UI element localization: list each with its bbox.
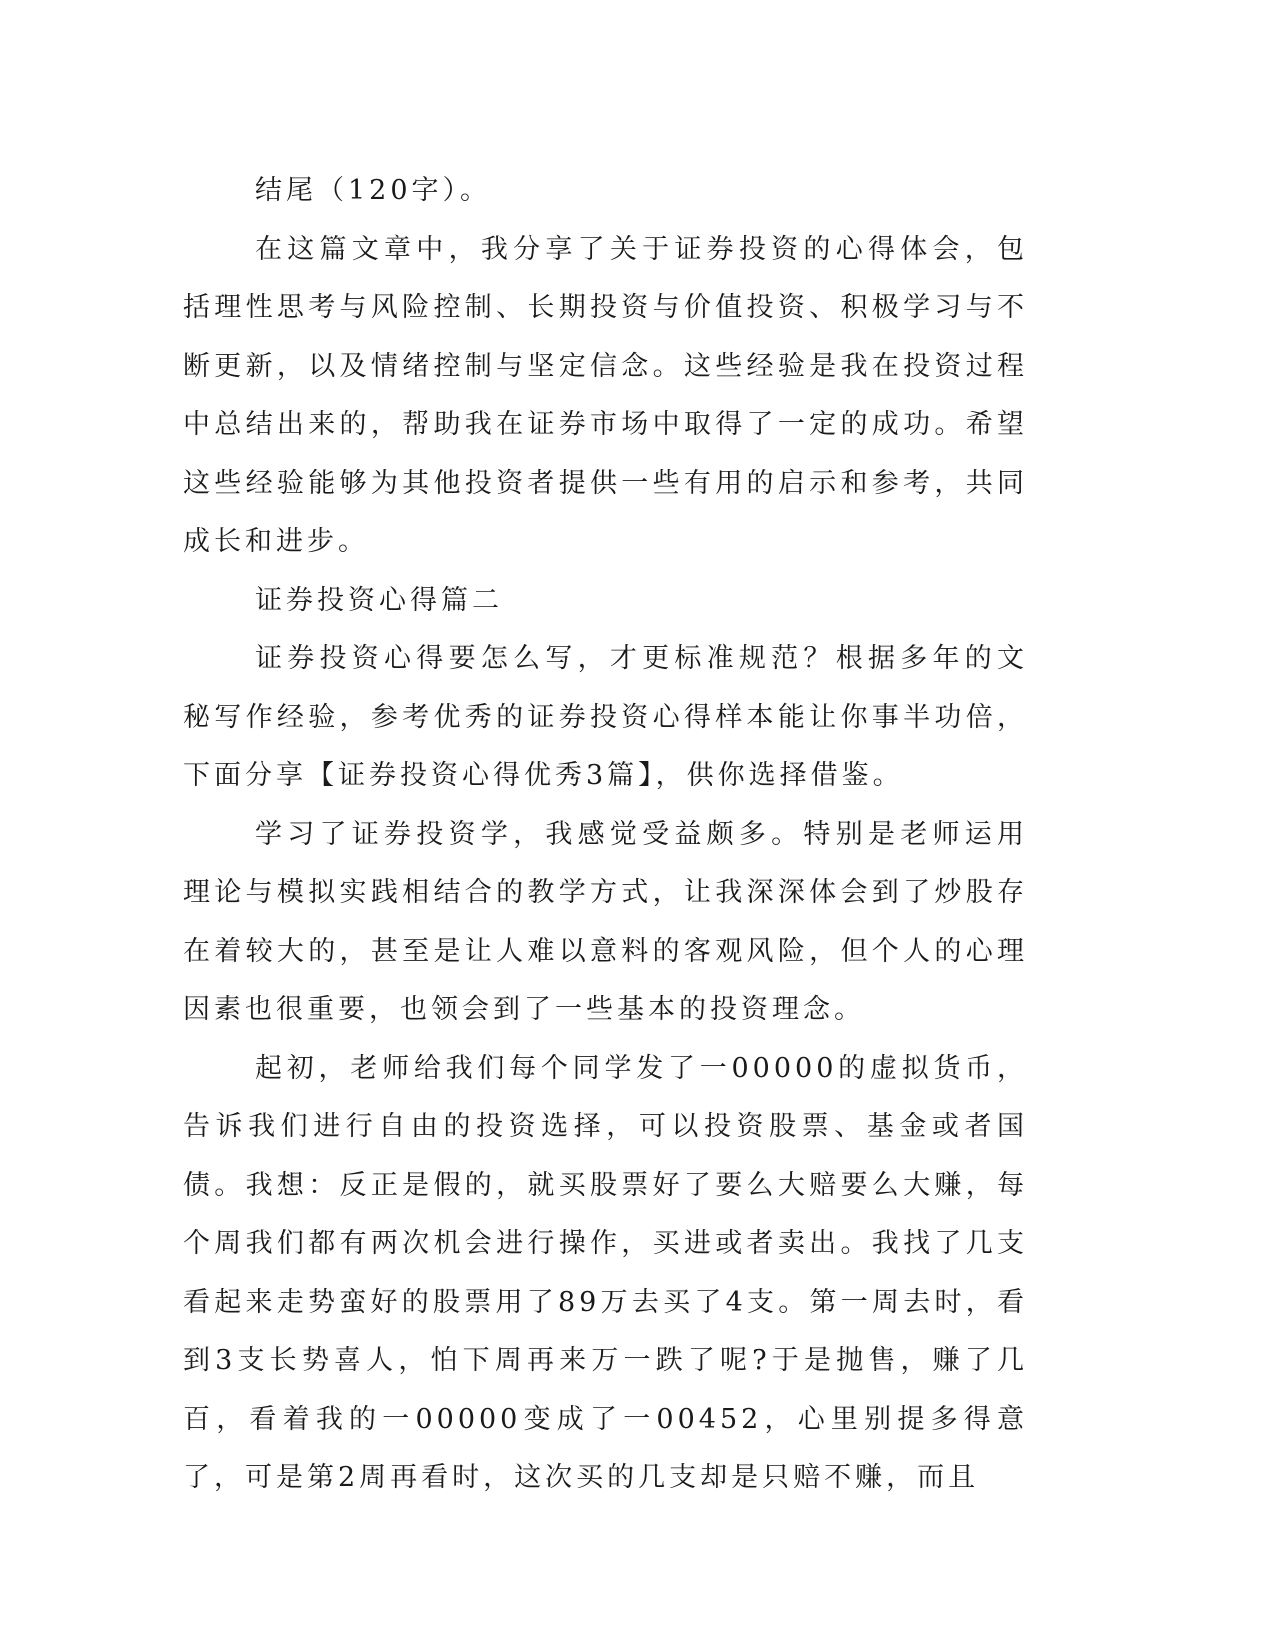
section-heading-part-two: 证券投资心得篇二 — [255, 584, 503, 616]
paragraph-experience: 起初，老师给我们每个同学发了一00000的虚拟货币，告诉我们进行自由的投资选择，可以投资股票、基金或者国债。我想：反正是假的，就买股票好了要么大赔要么大赚，每个周我们都有两次机会进行操作，买进或者卖出。我找了几支看起来走势蛮好的股票用了89万去买了4支。第一周去时，看到3支长势喜人，怕下周再来万一跌了呢?于是抛售，赚了几百，看着我的一00000变成了一00452，心里别提多得意了，可是第2周再看时，这次买的几支却是只赔不赚，而且 — [183, 1052, 1028, 1493]
paragraph-ending-heading: 结尾（120字）。 — [255, 175, 492, 206]
paragraph-summary: 在这篇文章中，我分享了关于证券投资的心得体会，包括理性思考与风险控制、长期投资与价值投资、积极学习与不断更新，以及情绪控制与坚定信念。这些经验是我在投资过程中总结出来的，帮助我在证券市场中取得了一定的成功。希望这些经验能够为其他投资者提供一些有用的启示和参考，共同成长和进步。 — [183, 233, 1028, 557]
paragraph-intro: 证券投资心得要怎么写，才更标准规范？根据多年的文秘写作经验，参考优秀的证券投资心得样本能让你事半功倍，下面分享【证券投资心得优秀3篇】，供你选择借鉴。 — [183, 643, 1028, 791]
document-body — [183, 162, 1028, 1508]
paragraph-learning: 学习了证券投资学，我感觉受益颇多。特别是老师运用理论与模拟实践相结合的教学方式，让我深深体会到了炒股存在着较大的，甚至是让人难以意料的客观风险，但个人的心理因素也很重要，也领会到了一些基本的投资理念。 — [183, 818, 1028, 1025]
